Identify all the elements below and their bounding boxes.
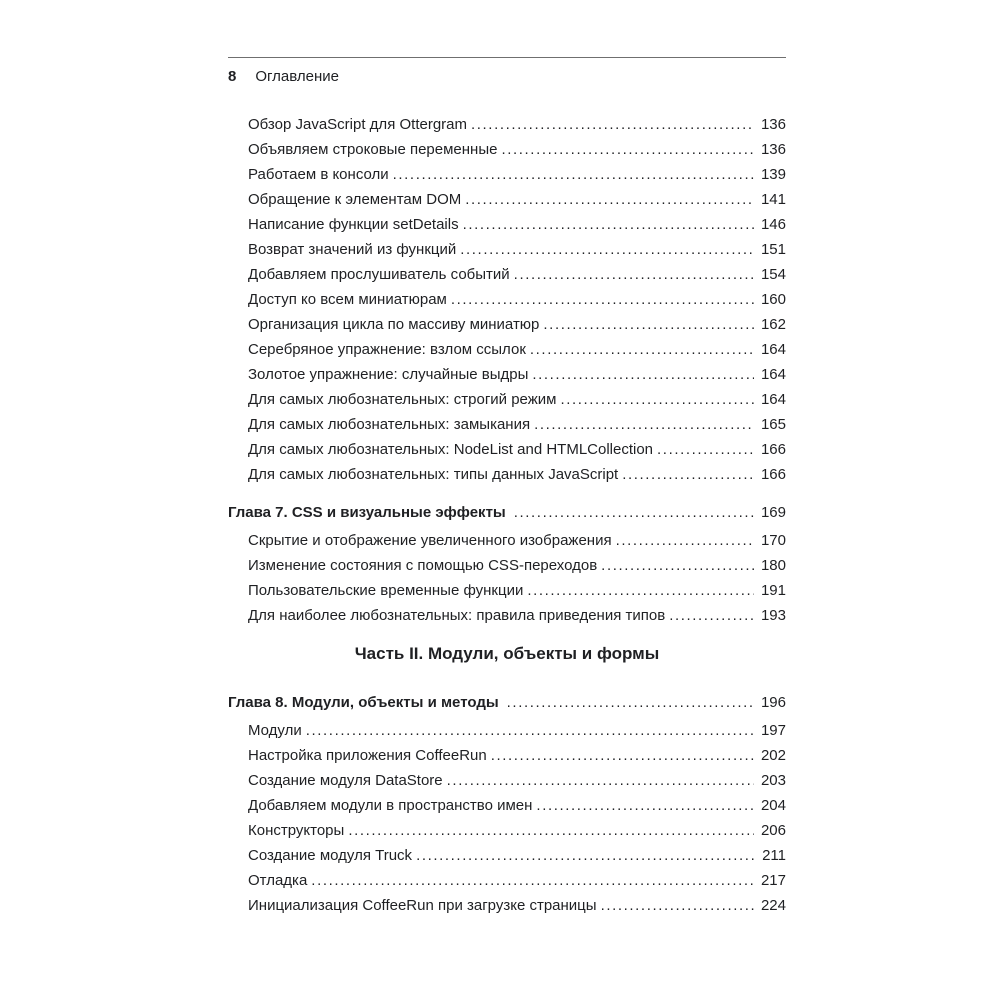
- toc-entry: [228, 818, 786, 843]
- toc-entry-label: Обращение к элементам DOM: [248, 191, 462, 208]
- dot-leader: [451, 287, 754, 312]
- toc-entry: [228, 868, 786, 893]
- dot-leader: [532, 362, 754, 387]
- toc-entry-page: 206: [760, 822, 786, 839]
- toc-entry: [228, 387, 786, 412]
- toc-entry-label: Серебряное упражнение: взлом ссылок: [248, 341, 526, 358]
- dot-leader: [507, 690, 754, 715]
- toc-chapter-label: Глава 7. CSS и визуальные эффекты: [228, 504, 506, 521]
- toc-entry-label: Написание функции setDetails: [248, 216, 459, 233]
- toc-entry-label: Настройка приложения CoffeeRun: [248, 747, 487, 764]
- dot-leader: [601, 893, 754, 918]
- toc-entry-label: Для наиболее любознательных: правила приведения типов: [248, 607, 666, 624]
- toc-entry-label: Доступ ко всем миниатюрам: [248, 291, 447, 308]
- toc-list: [228, 112, 786, 918]
- toc-entry-label: Для самых любознательных: типы данных JavaScript: [248, 466, 619, 483]
- dot-leader: [622, 462, 754, 487]
- toc-entry: [228, 893, 786, 918]
- running-header-rule: [228, 57, 786, 58]
- dot-leader: [306, 718, 754, 743]
- toc-entry: [228, 768, 786, 793]
- toc-chapter-entry: [228, 690, 786, 715]
- dot-leader: [669, 603, 754, 628]
- toc-entry-label: Конструкторы: [248, 822, 345, 839]
- toc-entry: [228, 603, 786, 628]
- dot-leader: [311, 868, 754, 893]
- toc-entry-page: 166: [760, 441, 786, 458]
- toc-entry-label: Инициализация CoffeeRun при загрузке страницы: [248, 897, 597, 914]
- toc-entry-page: 180: [760, 557, 786, 574]
- toc-entry-page: 211: [762, 847, 786, 864]
- toc-entry-page: 197: [760, 722, 786, 739]
- dot-leader: [560, 387, 754, 412]
- toc-entry-label: Для самых любознательных: замыкания: [248, 416, 531, 433]
- toc-entry-page: 151: [760, 241, 786, 258]
- toc-entry: [228, 843, 786, 868]
- dot-leader: [465, 187, 754, 212]
- dot-leader: [534, 412, 754, 437]
- toc-entry: [228, 162, 786, 187]
- toc-chapter-entry: [228, 500, 786, 525]
- toc-chapter-page: 196: [760, 694, 786, 711]
- page-content: [228, 0, 786, 918]
- dot-leader: [471, 112, 754, 137]
- toc-entry-page: 217: [760, 872, 786, 889]
- toc-entry-page: 224: [760, 897, 786, 914]
- dot-leader: [460, 237, 754, 262]
- dot-leader: [543, 312, 754, 337]
- dot-leader: [657, 437, 754, 462]
- toc-entry-label: Создание модуля Truck: [248, 847, 413, 864]
- toc-entry-page: 136: [760, 141, 786, 158]
- running-header-title: Оглавление: [255, 68, 339, 85]
- toc-entry-page: 165: [760, 416, 786, 433]
- toc-entry: [228, 287, 786, 312]
- toc-entry-page: 204: [760, 797, 786, 814]
- dot-leader: [447, 768, 754, 793]
- running-header: [228, 67, 786, 86]
- dot-leader: [530, 337, 754, 362]
- toc-entry-label: Пользовательские временные функции: [248, 582, 524, 599]
- toc-entry: [228, 793, 786, 818]
- toc-entry-label: Добавляем модули в пространство имен: [248, 797, 533, 814]
- part-heading: Часть II. Модули, объекты и формы: [354, 644, 660, 663]
- toc-entry: [228, 112, 786, 137]
- toc-entry-page: 203: [760, 772, 786, 789]
- toc-entry-page: 166: [760, 466, 786, 483]
- toc-entry-page: 162: [760, 316, 786, 333]
- toc-entry: [228, 743, 786, 768]
- dot-leader: [514, 262, 754, 287]
- toc-entry: [228, 462, 786, 487]
- toc-entry: [228, 262, 786, 287]
- toc-entry-label: Золотое упражнение: случайные выдры: [248, 366, 529, 383]
- dot-leader: [514, 500, 754, 525]
- toc-entry: [228, 337, 786, 362]
- dot-leader: [491, 743, 754, 768]
- dot-leader: [527, 578, 754, 603]
- toc-entry-label: Объявляем строковые переменные: [248, 141, 498, 158]
- toc-entry-label: Для самых любознательных: NodeList and HTMLCollection: [248, 441, 654, 458]
- toc-entry-label: Отладка: [248, 872, 308, 889]
- toc-chapter-label: Глава 8. Модули, объекты и методы: [228, 694, 499, 711]
- toc-chapter-page: 169: [760, 504, 786, 521]
- toc-entry-page: 164: [760, 341, 786, 358]
- toc-entry-page: 136: [760, 116, 786, 133]
- toc-entry-page: 164: [760, 366, 786, 383]
- toc-entry-page: 164: [760, 391, 786, 408]
- toc-entry-page: 154: [760, 266, 786, 283]
- toc-entry-label: Добавляем прослушиватель событий: [248, 266, 510, 283]
- dot-leader: [616, 528, 754, 553]
- toc-entry-page: 170: [760, 532, 786, 549]
- dot-leader: [463, 212, 754, 237]
- dot-leader: [393, 162, 754, 187]
- page-number: 8: [228, 68, 237, 85]
- toc-entry-label: Возврат значений из функций: [248, 241, 457, 258]
- toc-entry-page: 146: [760, 216, 786, 233]
- toc-entry-page: 141: [760, 191, 786, 208]
- toc-entry: [228, 528, 786, 553]
- toc-entry-page: 202: [760, 747, 786, 764]
- dot-leader: [601, 553, 754, 578]
- toc-entry: [228, 362, 786, 387]
- toc-entry: [228, 312, 786, 337]
- dot-leader: [416, 843, 754, 868]
- toc-entry: [228, 212, 786, 237]
- toc-entry-label: Создание модуля DataStore: [248, 772, 443, 789]
- toc-entry-label: Организация цикла по массиву миниатюр: [248, 316, 540, 333]
- toc-entry: [228, 553, 786, 578]
- toc-entry: [228, 718, 786, 743]
- toc-entry: [228, 412, 786, 437]
- toc-entry-label: Работаем в консоли: [248, 166, 389, 183]
- toc-entry-label: Изменение состояния с помощью CSS-переходов: [248, 557, 598, 574]
- dot-leader: [348, 818, 754, 843]
- dot-leader: [501, 137, 754, 162]
- toc-entry-page: 193: [760, 607, 786, 624]
- toc-entry: [228, 578, 786, 603]
- toc-entry-label: Скрытие и отображение увеличенного изображения: [248, 532, 612, 549]
- toc-entry: [228, 237, 786, 262]
- toc-entry: [228, 437, 786, 462]
- toc-entry-label: Модули: [248, 722, 302, 739]
- toc-entry-page: 139: [760, 166, 786, 183]
- toc-entry-label: Для самых любознательных: строгий режим: [248, 391, 557, 408]
- toc-entry: [228, 187, 786, 212]
- toc-entry-page: 191: [760, 582, 786, 599]
- toc-entry-page: 160: [760, 291, 786, 308]
- toc-entry: [228, 137, 786, 162]
- toc-entry-label: Обзор JavaScript для Ottergram: [248, 116, 467, 133]
- dot-leader: [536, 793, 754, 818]
